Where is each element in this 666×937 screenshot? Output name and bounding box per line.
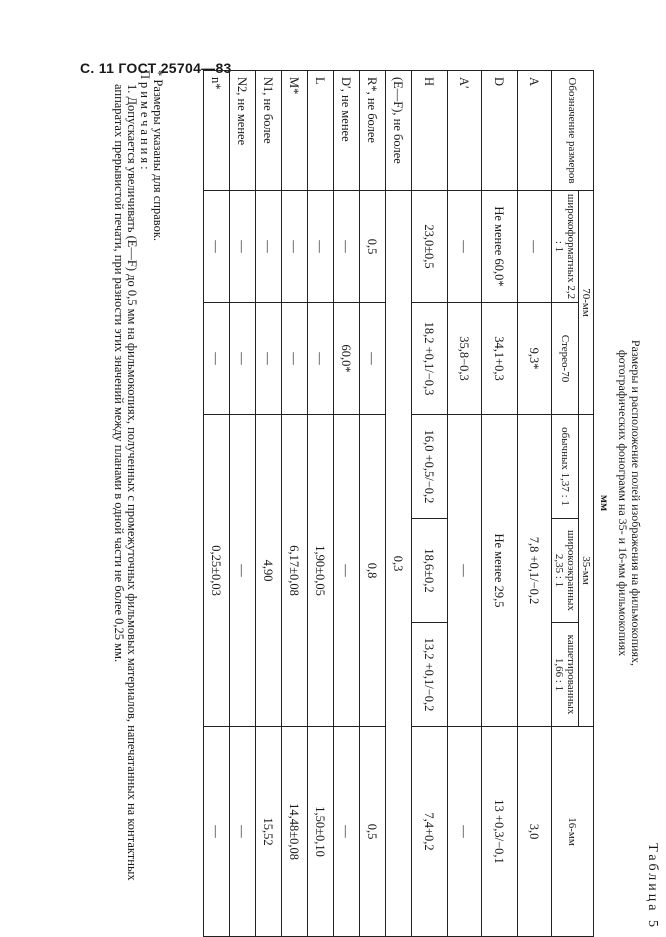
cell: Не менее 29,5: [482, 415, 518, 727]
table-row: [360, 71, 386, 937]
cell: Не менее 60,0*: [482, 191, 518, 303]
cell: 7,4+0,2: [412, 727, 448, 937]
row-label-R: R*, не более: [360, 71, 386, 191]
cell: —: [334, 727, 360, 937]
table-row: [448, 71, 482, 937]
cell: —: [308, 191, 334, 303]
cell: 0,8: [360, 415, 386, 727]
row-label-D: D: [482, 71, 518, 191]
table-row: [282, 71, 308, 937]
header-designation: Обозначение размеров: [552, 71, 594, 191]
table-number: Таблица 5: [645, 843, 660, 930]
rotated-table-page: [96, 70, 666, 936]
cell: 18,2 +0,1/−0,3: [412, 303, 448, 415]
header-70mm: 70-мм: [579, 191, 594, 415]
table-row: [230, 71, 256, 937]
cell: —: [256, 303, 282, 415]
row-label-A: A: [518, 71, 552, 191]
table-row: [386, 71, 412, 937]
cell: 15,52: [256, 727, 282, 937]
cell: 13 +0,3/−0,1: [482, 727, 518, 937]
cell: 4,90: [256, 415, 282, 727]
dimensions-table: [203, 70, 594, 937]
cell: —: [448, 727, 482, 937]
cell: 1,90±0,05: [308, 415, 334, 727]
header-35mm: 35-мм: [579, 415, 594, 727]
cell: 16,0 +0,5/−0,2: [412, 415, 448, 519]
row-label-H: H: [412, 71, 448, 191]
cell: —: [518, 191, 552, 303]
cell: 13,2 +0,1/−0,2: [412, 623, 448, 727]
header-16mm: 16-мм: [552, 727, 594, 937]
cell: —: [308, 303, 334, 415]
cell: —: [230, 415, 256, 727]
cell: 18,6±0,2: [412, 519, 448, 623]
cell: —: [334, 191, 360, 303]
row-label-N1: N1, не более: [256, 71, 282, 191]
cell: 34,1+0,3: [482, 303, 518, 415]
table-row: [256, 71, 282, 937]
title-line-1: Размеры и расположение полей изображения на фильмокопиях,: [629, 339, 643, 667]
unit-label: мм: [598, 494, 612, 512]
table-row: [204, 71, 230, 937]
cell: —: [334, 415, 360, 727]
row-label-E-F: (E—F), не более: [386, 71, 412, 191]
cell: 9,3*: [518, 303, 552, 415]
cell: 23,0±0,5: [412, 191, 448, 303]
cell: —: [282, 303, 308, 415]
table-notes: [112, 70, 164, 936]
row-label-L: L: [308, 71, 334, 191]
cell: 14,48±0,08: [282, 727, 308, 937]
table-row: [334, 71, 360, 937]
row-label-D-prime: D′, не менее: [334, 71, 360, 191]
cell: 1,50±0,10: [308, 727, 334, 937]
header-normal35: обычных 1,37 : 1: [552, 415, 579, 519]
header-wide70: широкоформатных 2,2 : 1: [552, 191, 579, 303]
table-row: [482, 71, 518, 937]
header-stereo70: Стерео-70: [552, 303, 579, 415]
cell: 6,17±0,08: [282, 415, 308, 727]
cell: —: [282, 191, 308, 303]
cell: —: [204, 727, 230, 937]
cell: 7,8 +0,1/−0,2: [518, 415, 552, 727]
cell: —: [230, 191, 256, 303]
cell: 35,8−0,3: [448, 303, 482, 415]
cell: 0,5: [360, 191, 386, 303]
notes-heading: Примечания:: [138, 70, 152, 173]
cell: —: [204, 303, 230, 415]
footnote: * Размеры указаны для справок.: [151, 70, 165, 242]
row-label-N2: N2, не менее: [230, 71, 256, 191]
header-widescreen35: широкоэкранных 2,35 : 1: [552, 519, 579, 623]
table-title: [616, 70, 642, 936]
cell: 0,25±0,03: [204, 415, 230, 727]
cell: —: [230, 727, 256, 937]
header-cached35: кашетированных 1,66 : 1: [552, 623, 579, 727]
row-label-M: M*: [282, 71, 308, 191]
cell: 0,3: [386, 191, 412, 937]
row-label-n: n*: [204, 71, 230, 191]
cell: 0,5: [360, 727, 386, 937]
cell: —: [448, 415, 482, 727]
table-row: [308, 71, 334, 937]
title-line-2: фотографических фонограмм на 35- и 16-мм фильмокопиях: [616, 349, 630, 657]
cell: —: [204, 191, 230, 303]
note-1: 1. Допускается увеличивать (E—F) до 0,5 мм на фильмокопиях, полученных с промежуточных фильмовых материалов, напечатанных на контактных аппаратах прерывистой печати, при разности этих значений между планами в одной части не более 0,25 мм.: [112, 84, 139, 881]
cell: 3,0: [518, 727, 552, 937]
table-row: [518, 71, 552, 937]
cell: —: [230, 303, 256, 415]
row-label-A-prime: A′: [448, 71, 482, 191]
cell: —: [360, 303, 386, 415]
table-header-row-1: [579, 71, 594, 937]
cell: —: [448, 191, 482, 303]
page-header: С. 11 ГОСТ 25704—83: [80, 60, 232, 76]
cell: —: [256, 191, 282, 303]
cell: 60,0*: [334, 303, 360, 415]
table-row: [412, 71, 448, 937]
